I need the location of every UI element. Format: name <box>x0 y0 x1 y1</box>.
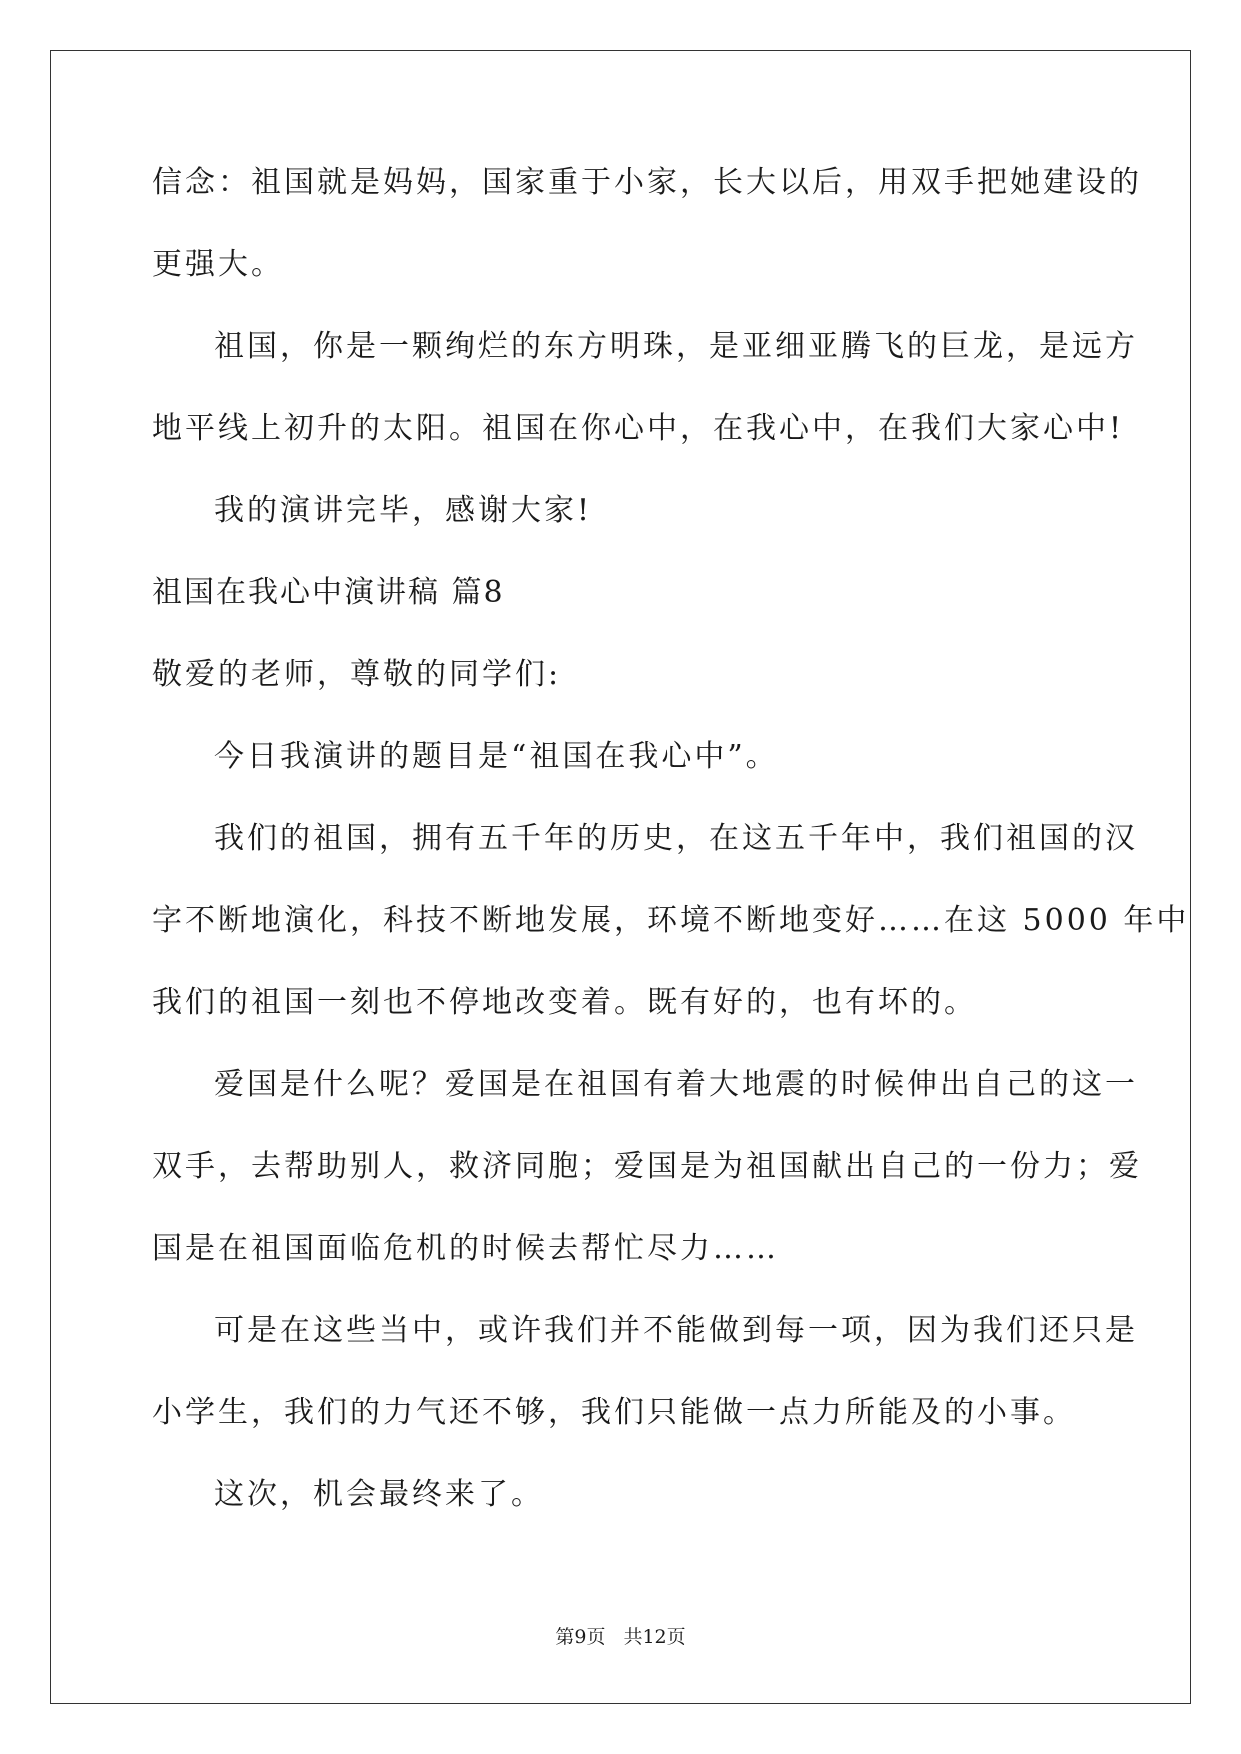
text-line: 小学生，我们的力气还不够，我们只能做一点力所能及的小事。 <box>152 1395 1076 1430</box>
text-line: 信念：祖国就是妈妈，国家重于小家，长大以后，用双手把她建设的 <box>152 165 1142 200</box>
text-line: 祖国，你是一颗绚烂的东方明珠，是亚细亚腾飞的巨龙，是远方 <box>214 329 1138 364</box>
text-line: 我的演讲完毕，感谢大家! <box>214 493 593 528</box>
section-heading: 祖国在我心中演讲稿 篇8 <box>152 575 505 610</box>
document-body <box>152 142 1190 1536</box>
text-line: 爱国是什么呢？爱国是在祖国有着大地震的时候伸出自己的这一 <box>214 1067 1138 1102</box>
text-line: 字不断地演化，科技不断地发展，环境不断地变好……在这 5000 年中 <box>152 903 1190 938</box>
page-footer <box>0 1625 1241 1649</box>
text-line: 敬爱的老师，尊敬的同学们: <box>152 657 562 692</box>
text-line: 双手，去帮助别人，救济同胞；爱国是为祖国献出自己的一份力；爱 <box>152 1149 1142 1184</box>
text-line: 今日我演讲的题目是“祖国在我心中”。 <box>214 739 779 774</box>
current-page-number: 第9页 <box>555 1626 606 1648</box>
text-line: 国是在祖国面临危机的时候去帮忙尽力…… <box>152 1231 779 1266</box>
text-line: 这次，机会最终来了。 <box>214 1477 544 1512</box>
text-line: 更强大。 <box>152 247 284 282</box>
text-line: 我们的祖国，拥有五千年的历史，在这五千年中，我们祖国的汉 <box>214 821 1138 856</box>
text-line: 我们的祖国一刻也不停地改变着。既有好的，也有坏的。 <box>152 985 977 1020</box>
text-line: 可是在这些当中，或许我们并不能做到每一项，因为我们还只是 <box>214 1313 1138 1348</box>
text-line: 地平线上初升的太阳。祖国在你心中，在我心中，在我们大家心中! <box>152 411 1125 446</box>
total-pages: 共12页 <box>623 1626 686 1648</box>
